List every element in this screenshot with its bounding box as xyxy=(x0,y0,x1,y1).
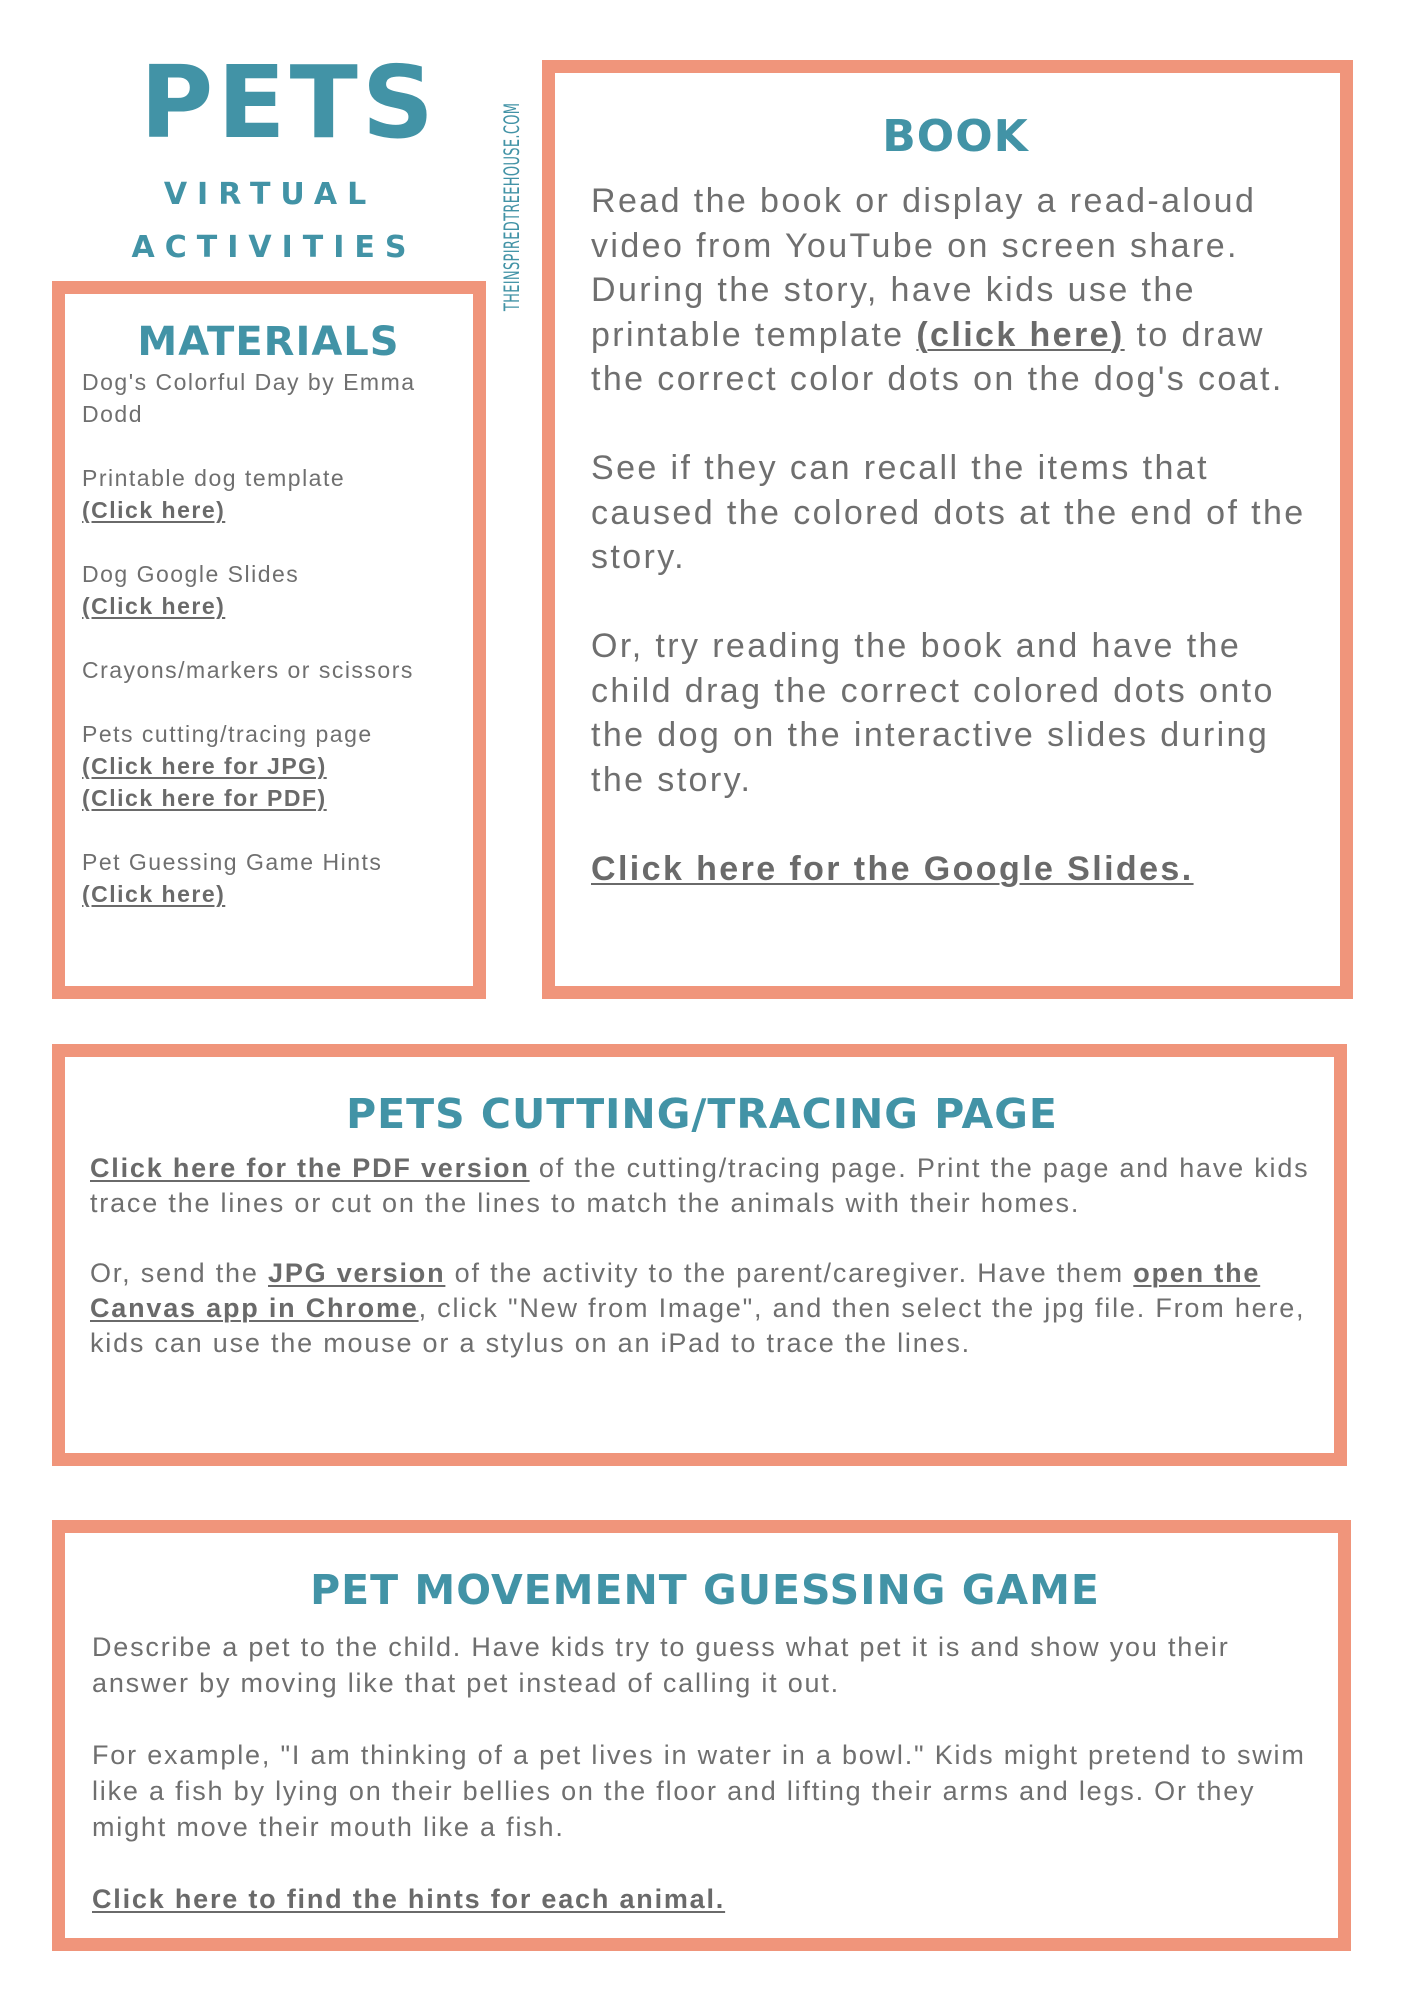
cutting-p2-text: Or, send the xyxy=(90,1258,268,1288)
guessing-hints-link[interactable]: (Click here) xyxy=(82,881,226,907)
cutting-jpg-link[interactable]: JPG version xyxy=(268,1258,446,1288)
cutting-p1-text: of the cutting/tracing page. Print the page and have kids trace the lines or cut on the lines to match the animals with their homes. xyxy=(90,1153,1310,1218)
materials-item-dog-template xyxy=(82,462,455,526)
canvas-app-link[interactable]: open the Canvas app in Chrome xyxy=(90,1258,1261,1323)
book-template-link[interactable]: (click here) xyxy=(916,315,1125,354)
page-title: PETS xyxy=(140,44,438,161)
book-paragraph-2: See if they can recall the items that caused the colored dots at the end of the story. xyxy=(591,449,1306,576)
book-heading: BOOK xyxy=(882,111,1029,162)
game-link-paragraph xyxy=(92,1881,1318,1917)
book-paragraph-1 xyxy=(591,179,1320,402)
cutting-pdf-link[interactable]: Click here for the PDF version xyxy=(90,1153,530,1183)
book-p1-text-end: to draw the correct color dots on the dog's coat. xyxy=(591,315,1284,398)
site-url-text: THEINSPIREDTREEHOUSE.COM xyxy=(500,102,524,312)
cutting-heading: PETS CUTTING/TRACING PAGE xyxy=(346,1090,1058,1138)
materials-item-cutting-page xyxy=(82,718,455,814)
book-paragraph-3: Or, try reading the book and have the child drag the correct colored dots onto the dog on the interactive slides during the story. xyxy=(591,627,1275,799)
materials-item-label: Crayons/markers or scissors xyxy=(82,657,414,683)
materials-item-google-slides xyxy=(82,558,455,622)
materials-item-guessing-hints xyxy=(82,846,455,910)
materials-heading: MATERIALS xyxy=(137,319,400,365)
materials-item-label: Pet Guessing Game Hints xyxy=(82,849,383,875)
materials-item-book xyxy=(82,366,455,430)
google-slides-link[interactable]: (Click here) xyxy=(82,593,226,619)
cutting-paragraph-1 xyxy=(90,1151,1314,1221)
dog-template-link[interactable]: (Click here) xyxy=(82,497,226,523)
cutting-page-pdf-link[interactable]: (Click here for PDF) xyxy=(82,785,327,811)
subtitle-virtual: VIRTUAL xyxy=(163,177,377,212)
cutting-page-jpg-link[interactable]: (Click here for JPG) xyxy=(82,753,327,779)
materials-item-label: Pets cutting/tracing page xyxy=(82,721,373,747)
guessing-game-panel xyxy=(52,1520,1351,1951)
book-link-paragraph xyxy=(591,847,1320,892)
game-paragraph-2: For example, "I am thinking of a pet lives in water in a bowl." Kids might pretend to swim like a fish by lying on their bellies on the floor and lifting their arms and legs. Or they might move their mouth like a fish. xyxy=(92,1740,1306,1842)
subtitle-activities: ACTIVITIES xyxy=(131,230,417,265)
game-paragraph-1: Describe a pet to the child. Have kids try to guess what pet it is and show you their answer by moving like that pet instead of calling it out. xyxy=(92,1632,1230,1698)
game-hints-link[interactable]: Click here to find the hints for each animal. xyxy=(92,1884,726,1914)
cutting-p2-text-mid: of the activity to the parent/caregiver. Have them xyxy=(445,1258,1134,1288)
cutting-paragraph-2 xyxy=(90,1256,1314,1361)
book-google-slides-link[interactable]: Click here for the Google Slides. xyxy=(591,849,1194,888)
materials-panel xyxy=(52,281,486,999)
cutting-tracing-panel xyxy=(52,1044,1347,1466)
materials-item-label: Printable dog template xyxy=(82,465,346,491)
site-url-watermark xyxy=(500,69,524,375)
game-heading: PET MOVEMENT GUESSING GAME xyxy=(310,1566,1100,1614)
cutting-p2-text-end: , click "New from Image", and then select the jpg file. From here, kids can use the mouse or a stylus on an iPad to trace the lines. xyxy=(90,1293,1306,1358)
materials-item-label: Dog's Colorful Day by Emma Dodd xyxy=(82,369,416,427)
materials-item-label: Dog Google Slides xyxy=(82,561,300,587)
book-panel xyxy=(542,60,1353,999)
materials-item-crayons xyxy=(82,654,455,686)
book-p1-text: Read the book or display a read-aloud video from YouTube on screen share. During the story, have kids use the printable template xyxy=(591,182,1257,354)
